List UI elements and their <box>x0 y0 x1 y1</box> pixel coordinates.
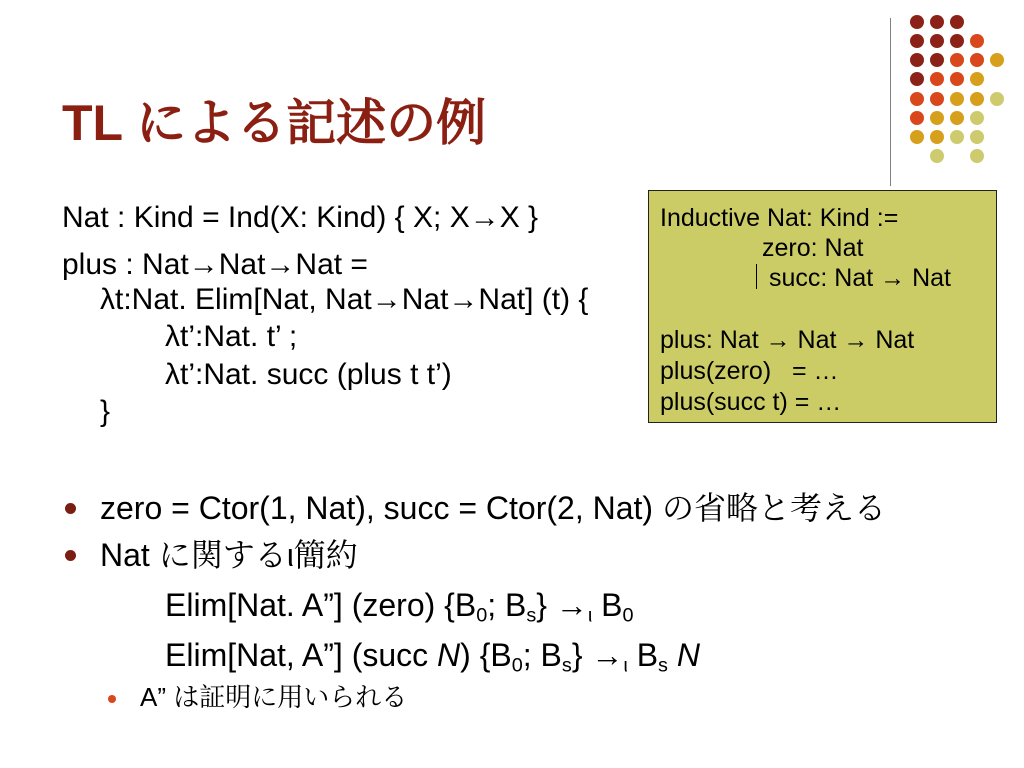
subscript: s <box>658 654 668 677</box>
italic-variable: N <box>676 637 700 673</box>
formula-text: ) {B <box>460 637 512 673</box>
decorative-dot <box>970 53 984 67</box>
decorative-dot-grid <box>910 15 1010 165</box>
iota-reduction-zero-rule <box>165 586 634 627</box>
definition-line: zero: Nat <box>762 234 864 262</box>
formula-text: } → <box>536 587 588 623</box>
decorative-dot <box>990 92 1004 106</box>
code-line: Nat : Kind = Ind(X: Kind) { X; X→X } <box>62 201 539 234</box>
decorative-dot <box>950 34 964 48</box>
subscript: s <box>561 654 572 677</box>
code-line: plus : Nat→Nat→Nat = <box>62 248 368 281</box>
subscript: 0 <box>511 654 523 677</box>
code-line: λt’:Nat. succ (plus t t’) <box>165 358 452 391</box>
decorative-dot <box>930 111 944 125</box>
decorative-dot <box>970 72 984 86</box>
decorative-dot <box>990 53 1004 67</box>
subscript: 0 <box>476 604 488 627</box>
decorative-dot <box>910 15 924 29</box>
formula-text: B <box>592 587 623 623</box>
decorative-dot <box>910 92 924 106</box>
iota-reduction-succ-rule <box>165 636 700 677</box>
decorative-dot <box>950 92 964 106</box>
decorative-dot <box>970 34 984 48</box>
decorative-dot <box>950 72 964 86</box>
decorative-dot <box>910 130 924 144</box>
definition-line: ｜succ: Nat → Nat <box>744 264 951 292</box>
subscript: ι <box>623 654 628 677</box>
formula-text: ; B <box>487 587 527 623</box>
subscript: 0 <box>622 604 634 627</box>
header-divider-line <box>890 18 891 186</box>
decorative-dot <box>910 34 924 48</box>
formula-text: } → <box>571 637 624 673</box>
decorative-dot <box>910 72 924 86</box>
decorative-dot <box>930 34 944 48</box>
definition-line: Inductive Nat: Kind := <box>660 204 899 232</box>
sub-bullet-marker <box>108 695 116 703</box>
subscript: s <box>526 604 537 627</box>
sub-bullet-text: A” は証明に用いられる <box>140 682 408 712</box>
decorative-dot <box>950 15 964 29</box>
italic-variable: N <box>437 637 461 673</box>
formula-text: Elim[Nat, A”] (succ <box>165 637 438 673</box>
bullet-marker <box>65 550 76 561</box>
formula-text: ; B <box>522 637 562 673</box>
decorative-dot <box>970 149 984 163</box>
decorative-dot <box>930 72 944 86</box>
definition-line: plus: Nat → Nat → Nat <box>660 326 915 354</box>
decorative-dot <box>930 15 944 29</box>
decorative-dot <box>930 92 944 106</box>
formula-text: Elim[Nat. A”] (zero) {B <box>165 587 477 623</box>
decorative-dot <box>930 53 944 67</box>
formula-text <box>668 637 677 673</box>
decorative-dot <box>950 130 964 144</box>
decorative-dot <box>910 111 924 125</box>
bullet-marker <box>65 503 76 514</box>
decorative-dot <box>930 130 944 144</box>
code-line: } <box>100 395 111 428</box>
decorative-dot <box>970 111 984 125</box>
bullet-text: Nat に関するι簡約 <box>100 537 358 573</box>
decorative-dot <box>970 92 984 106</box>
decorative-dot <box>970 130 984 144</box>
definition-box <box>648 190 997 423</box>
slide-title: TL による記述の例 <box>62 95 487 151</box>
definition-line: plus(succ t) = … <box>660 388 842 416</box>
decorative-dot <box>930 149 944 163</box>
subscript: ι <box>587 604 593 627</box>
decorative-dot <box>910 53 924 67</box>
code-line: λt:Nat. Elim[Nat, Nat→Nat→Nat] (t) { <box>100 283 589 316</box>
code-line: λt’:Nat. t’ ; <box>165 320 298 353</box>
decorative-dot <box>950 111 964 125</box>
decorative-dot <box>950 53 964 67</box>
bullet-text: zero = Ctor(1, Nat), succ = Ctor(2, Nat) の省略と考える <box>100 490 886 526</box>
definition-line: plus(zero) = … <box>660 357 839 385</box>
formula-text: B <box>627 637 659 673</box>
